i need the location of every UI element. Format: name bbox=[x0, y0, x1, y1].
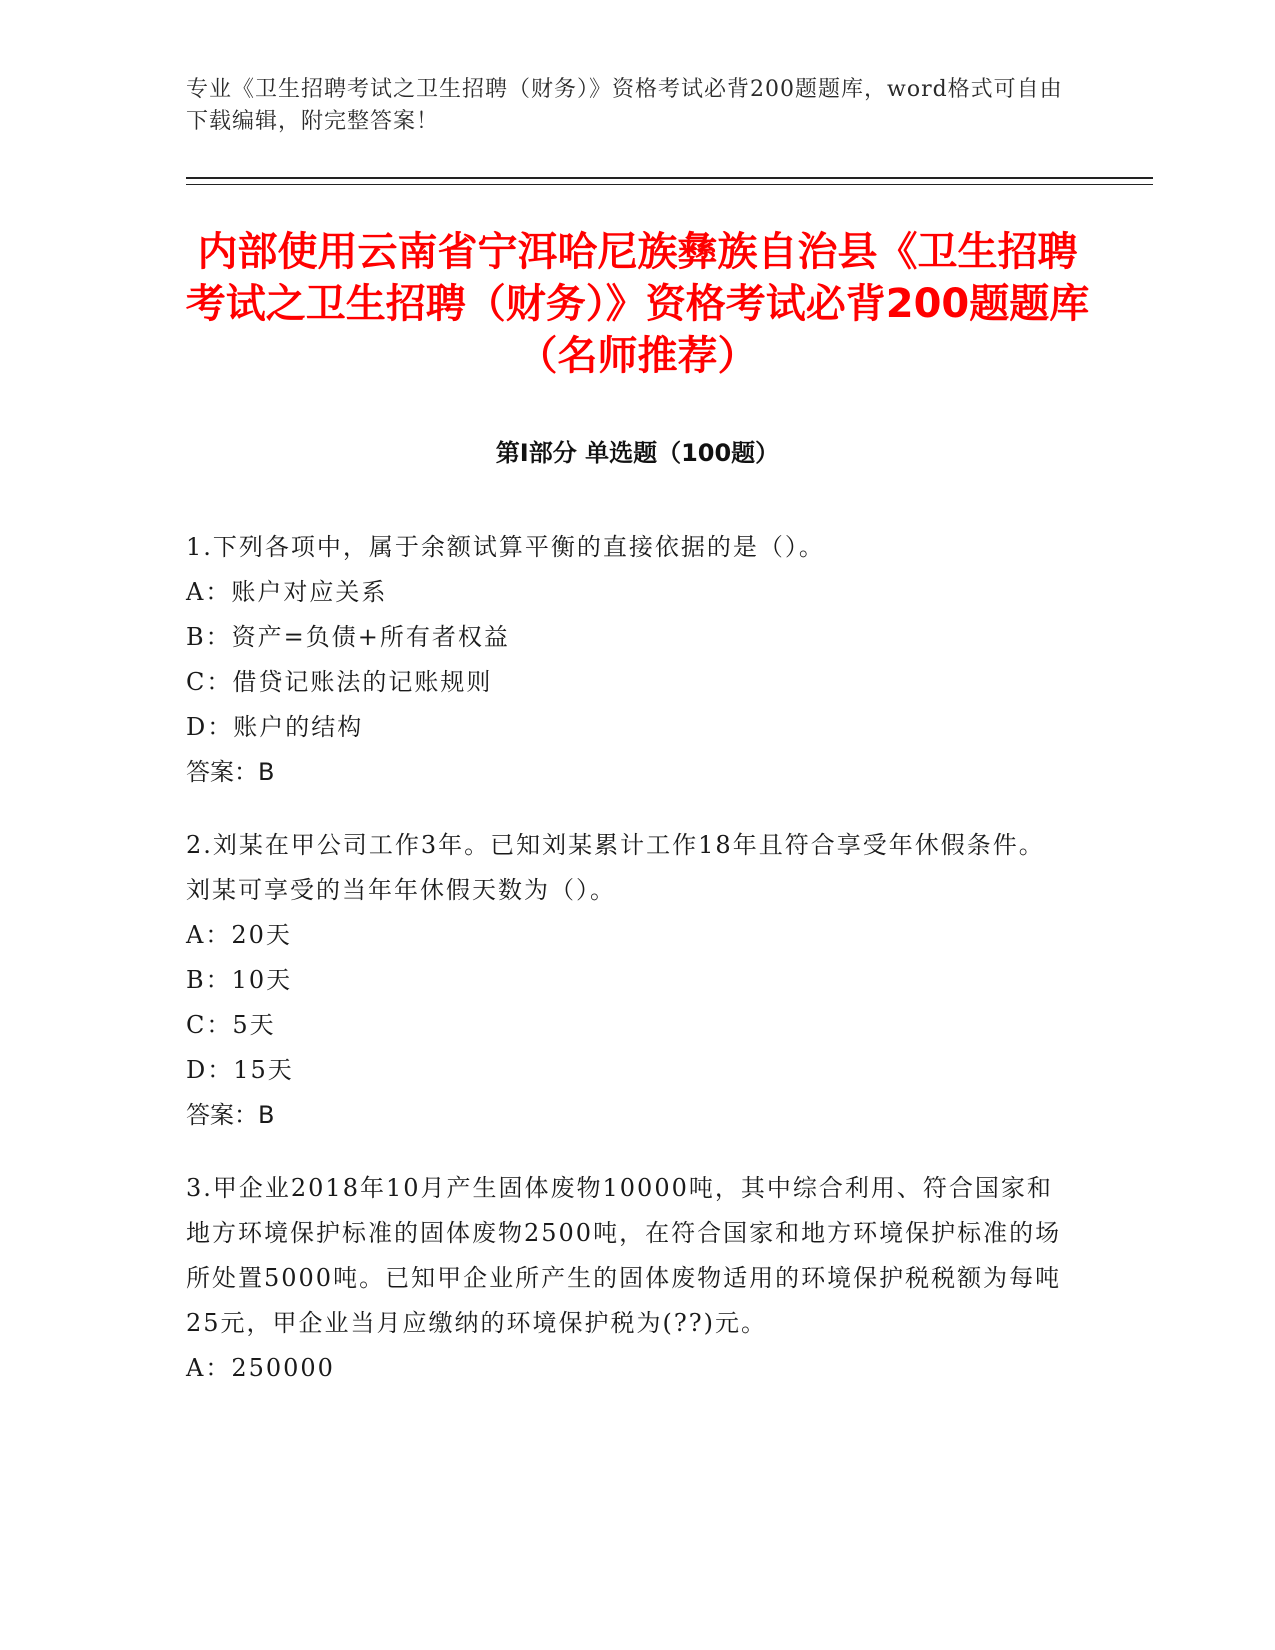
option-c: C：借贷记账法的记账规则 bbox=[186, 668, 493, 696]
question-1 bbox=[186, 525, 1066, 795]
option-a: A：250000 bbox=[186, 1354, 335, 1382]
question-stem: 2.刘某在甲公司工作3年。已知刘某累计工作18年且符合享受年休假条件。刘某可享受的当年年休假天数为（）。 bbox=[186, 831, 1045, 904]
option-a: A：账户对应关系 bbox=[186, 578, 388, 606]
document-title: 内部使用云南省宁洱哈尼族彝族自治县《卫生招聘考试之卫生招聘（财务）》资格考试必背200题题库（名师推荐） bbox=[185, 229, 1090, 379]
header-divider-thick bbox=[186, 177, 1153, 179]
question-3 bbox=[186, 1166, 1066, 1391]
answer: 答案：B bbox=[186, 1101, 275, 1129]
option-d: D：15天 bbox=[186, 1056, 294, 1084]
answer: 答案：B bbox=[186, 758, 275, 786]
option-a: A：20天 bbox=[186, 921, 292, 949]
question-stem: 3.甲企业2018年10月产生固体废物10000吨，其中综合利用、符合国家和地方环境保护标准的固体废物2500吨，在符合国家和地方环境保护标准的场所处置5000吨。已知甲企业所产生的固体废物适用的环境保护税税额为每吨25元，甲企业当月应缴纳的环境保护税为(??)元。 bbox=[186, 1174, 1062, 1337]
option-d: D：账户的结构 bbox=[186, 713, 364, 741]
question-list bbox=[186, 525, 1066, 1419]
question-2 bbox=[186, 823, 1066, 1138]
section-title: 第Ⅰ部分 单选题（100题） bbox=[495, 439, 780, 467]
question-stem: 1.下列各项中，属于余额试算平衡的直接依据的是（）。 bbox=[186, 533, 825, 561]
option-b: B：资产=负债+所有者权益 bbox=[186, 623, 510, 651]
header-divider-thin bbox=[186, 184, 1153, 185]
option-b: B：10天 bbox=[186, 966, 293, 994]
option-c: C：5天 bbox=[186, 1011, 276, 1039]
header-note: 专业《卫生招聘考试之卫生招聘（财务）》资格考试必背200题题库，word格式可自由下载编辑，附完整答案！ bbox=[186, 77, 1063, 134]
